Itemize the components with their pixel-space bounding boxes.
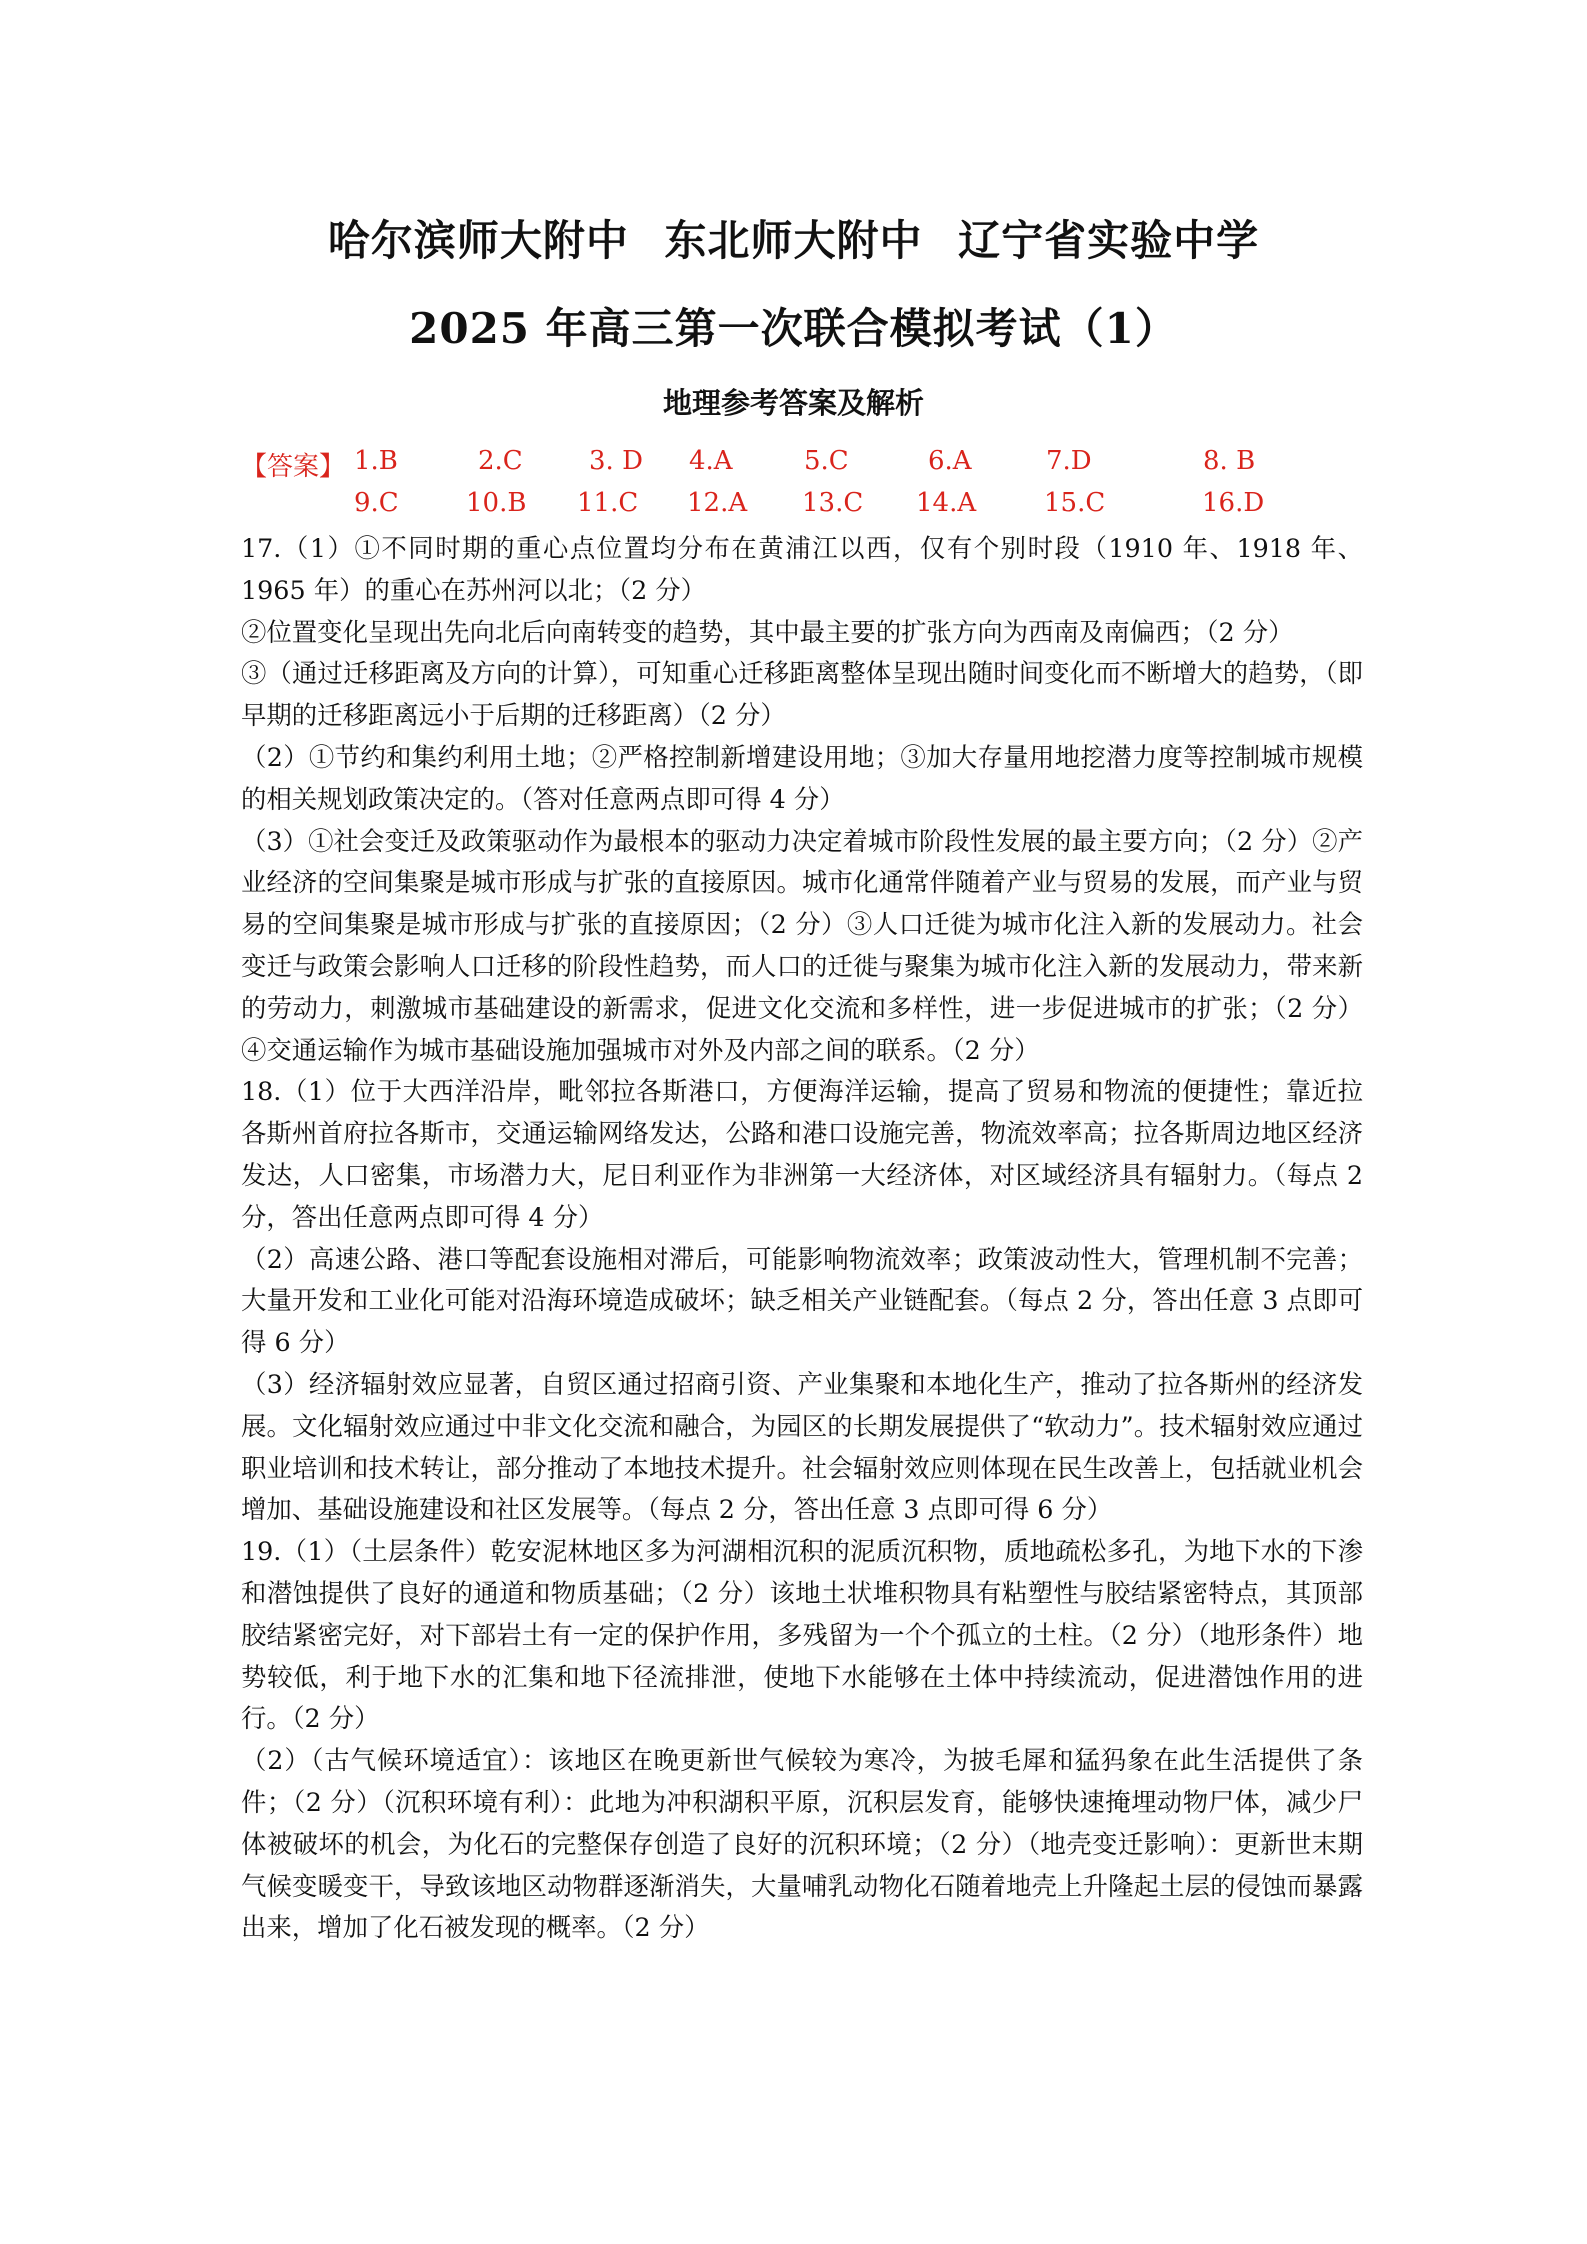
school-names bbox=[0, 208, 1587, 268]
answer-item: 15.C bbox=[1044, 488, 1106, 518]
answer-item: 5.C bbox=[804, 446, 849, 476]
answer-item: 12.A bbox=[687, 488, 748, 518]
paragraph-q18-1: 18.（1）位于大西洋沿岸，毗邻拉各斯港口，方便海洋运输，提高了贸易和物流的便捷性；靠近拉各斯州首府拉各斯市，交通运输网络发达，公路和港口设施完善，物流效率高；拉各斯周边地区经济发达，人口密集，市场潜力大，尼日利亚作为非洲第一大经济体，对区域经济具有辐射力。（每点 2 分，答出任意两点即可得 4 分） bbox=[241, 1076, 1363, 1232]
answer-item: 11.C bbox=[577, 488, 639, 518]
paragraph-q17-1c: ③（通过迁移距离及方向的计算），可知重心迁移距离整体呈现出随时间变化而不断增大的趋势，（即早期的迁移距离远小于后期的迁移距离）（2 分） bbox=[241, 658, 1363, 731]
paragraph-q19-2: （2）（古气候环境适宜）：该地区在晚更新世气候较为寒冷，为披毛犀和猛犸象在此生活提供了条件；（2 分）（沉积环境有利）：此地为冲积湖积平原，沉积层发育，能够快速掩埋动物尸体，减少尸体被破坏的机会，为化石的完整保存创造了良好的沉积环境；（2 分）（地壳变迁影响）：更新世末期气候变暖变干，导致该地区动物群逐渐消失，大量哺乳动物化石随着地壳上升隆起土层的侵蚀而暴露出来，增加了化石被发现的概率。（2 分） bbox=[241, 1745, 1363, 1943]
answer-item: 9.C bbox=[354, 488, 399, 518]
answer-item: 16.D bbox=[1202, 488, 1265, 518]
school-name: 辽宁省实验中学 bbox=[958, 216, 1260, 265]
paragraph-q18-3: （3）经济辐射效应显著，自贸区通过招商引资、产业集聚和本地化生产，推动了拉各斯州的经济发展。文化辐射效应通过中非文化交流和融合，为园区的长期发展提供了“软动力”。技术辐射效应通过职业培训和技术转让，部分推动了本地技术提升。社会辐射效应则体现在民生改善上，包括就业机会增加、基础设施建设和社区发展等。（每点 2 分，答出任意 3 点即可得 6 分） bbox=[241, 1368, 1363, 1525]
school-name: 哈尔滨师大附中 bbox=[327, 216, 629, 265]
answer-item: 8. B bbox=[1203, 446, 1256, 476]
answer-item: 1.B bbox=[354, 446, 398, 476]
answer-item: 2.C bbox=[478, 446, 523, 476]
answer-item: 3. D bbox=[589, 446, 643, 476]
paragraph-q19-1: 19.（1）（土层条件）乾安泥林地区多为河湖相沉积的泥质沉积物，质地疏松多孔，为地下水的下渗和潜蚀提供了良好的通道和物质基础；（2 分）该地土状堆积物具有粘塑性与胶结紧密特点，其顶部胶结紧密完好，对下部岩土有一定的保护作用，多残留为一个个孤立的土柱。（2 分）（地形条件）地势较低，利于地下水的汇集和地下径流排泄，使地下水能够在土体中持续流动，促进潜蚀作用的进行。（2 分） bbox=[241, 1536, 1363, 1734]
paragraph-q18-2: （2）高速公路、港口等配套设施相对滞后，可能影响物流效率；政策波动性大，管理机制不完善；大量开发和工业化可能对沿海环境造成破坏；缺乏相关产业链配套。（每点 2 分，答出任意 3 点即可得 6 分） bbox=[241, 1243, 1363, 1358]
paragraph-q17-2: （2）①节约和集约利用土地；②严格控制新增建设用地；③加大存量用地挖潜力度等控制城市规模的相关规划政策决定的。（答对任意两点即可得 4 分） bbox=[241, 741, 1363, 814]
paragraph-q17-3: （3）①社会变迁及政策驱动作为最根本的驱动力决定着城市阶段性发展的最主要方向；（2 分）②产业经济的空间集聚是城市形成与扩张的直接原因。城市化通常伴随着产业与贸易的发展，而产业与贸易的空间集聚是城市形成与扩张的直接原因；（2 分）③人口迁徙为城市化注入新的发展动力。社会变迁与政策会影响人口迁移的阶段性趋势，而人口的迁徙与聚集为城市化注入新的发展动力，带来新的劳动力，刺激城市基础建设的新需求，促进文化交流和多样性，进一步促进城市的扩张；（2 分）④交通运输作为城市基础设施加强城市对外及内部之间的联系。（2 分） bbox=[241, 825, 1363, 1065]
explanation-body bbox=[241, 528, 1363, 1949]
answer-item: 13.C bbox=[802, 488, 864, 518]
answer-item: 6.A bbox=[928, 446, 972, 476]
answer-item: 14.A bbox=[916, 488, 977, 518]
document-subtitle: 地理参考答案及解析 bbox=[662, 386, 924, 420]
exam-title: 2025 年高三第一次联合模拟考试（1） bbox=[409, 304, 1178, 353]
answer-row-1 bbox=[241, 446, 1281, 486]
answer-item: 7.D bbox=[1046, 446, 1092, 476]
answer-item: 4.A bbox=[689, 446, 733, 476]
answer-row-2 bbox=[241, 488, 1281, 528]
school-name: 东北师大附中 bbox=[664, 216, 923, 265]
answer-key-label: 【答案】 bbox=[241, 452, 346, 482]
paragraph-q17-1: 17.（1）①不同时期的重心点位置均分布在黄浦江以西，仅有个别时段（1910 年、1918 年、1965 年）的重心在苏州河以北；（2 分） bbox=[241, 533, 1363, 605]
paragraph-q17-1b: ②位置变化呈现出先向北后向南转变的趋势，其中最主要的扩张方向为西南及南偏西；（2 分） bbox=[241, 616, 1294, 647]
answer-item: 10.B bbox=[466, 488, 527, 518]
